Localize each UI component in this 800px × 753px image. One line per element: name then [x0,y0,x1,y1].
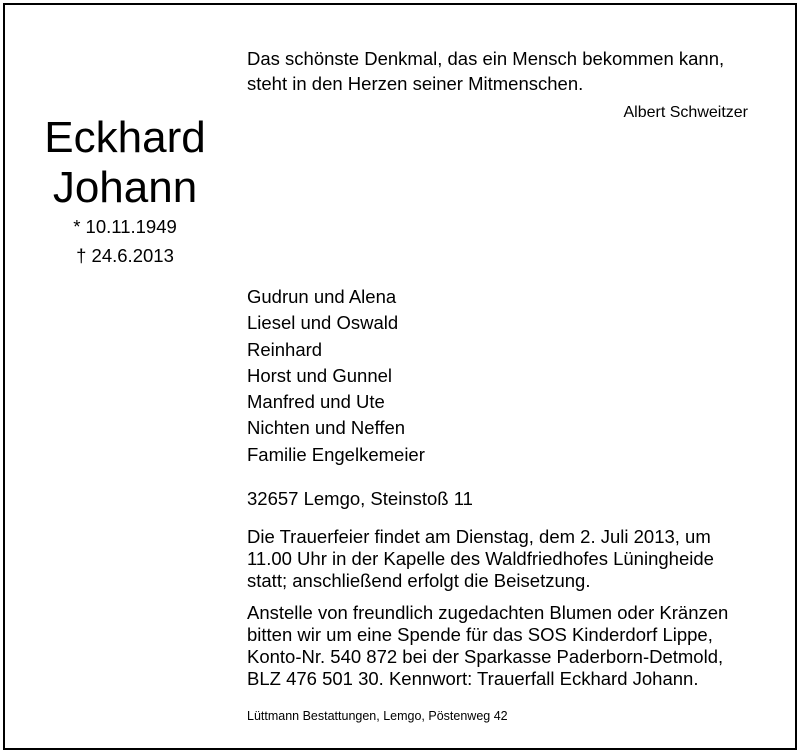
mourner-entry: Reinhard [247,338,323,360]
mourner-entry: Familie Engelkemeier [247,443,425,465]
deceased-first-name: Eckhard [44,113,206,162]
quote-author: Albert Schweitzer [623,104,748,121]
ceremony-line: statt; anschließend erfolgt die Beisetzung. [247,570,591,591]
mourner-entry: Gudrun und Alena [247,286,397,307]
death-date: † 24.6.2013 [76,245,174,266]
deceased-last-name: Johann [52,163,198,212]
donation-line: Anstelle von freundlich zugedachten Blumen oder Kränzen [247,602,729,623]
mourner-entry: Manfred und Ute [247,391,385,413]
funeral-home-footer: Lüttmann Bestattungen, Lemgo, Pöstenweg 42 [247,709,508,723]
ceremony-line: Die Trauerfeier findet am Dienstag, dem 2. Juli 2013, um [247,526,711,547]
donation-line: BLZ 476 501 30. Kennwort: Trauerfall Eckhard Johann. [247,668,699,689]
mourners-list [247,284,425,468]
birth-date: * 10.11.1949 [73,216,177,237]
family-address: 32657 Lemgo, Steinstoß 11 [247,488,473,509]
mourner-entry: Horst und Gunnel [247,364,393,386]
mourner-entry: Liesel und Oswald [247,312,399,334]
donation-notice [247,602,767,690]
quote-block [247,46,767,96]
ceremony-line: 11.00 Uhr in der Kapelle des Waldfriedhofes Lüningheide [247,548,714,569]
donation-line: bitten wir um eine Spende für das SOS Kinderdorf Lippe, [247,624,713,645]
donation-line: Konto-Nr. 540 872 bei der Sparkasse Paderborn-Detmold, [247,646,724,667]
quote-line: steht in den Herzen seiner Mitmenschen. [247,73,584,94]
ceremony-notice [247,526,767,592]
quote-line: Das schönste Denkmal, das ein Mensch bekommen kann, [247,48,725,69]
mourner-entry: Nichten und Neffen [247,417,406,439]
